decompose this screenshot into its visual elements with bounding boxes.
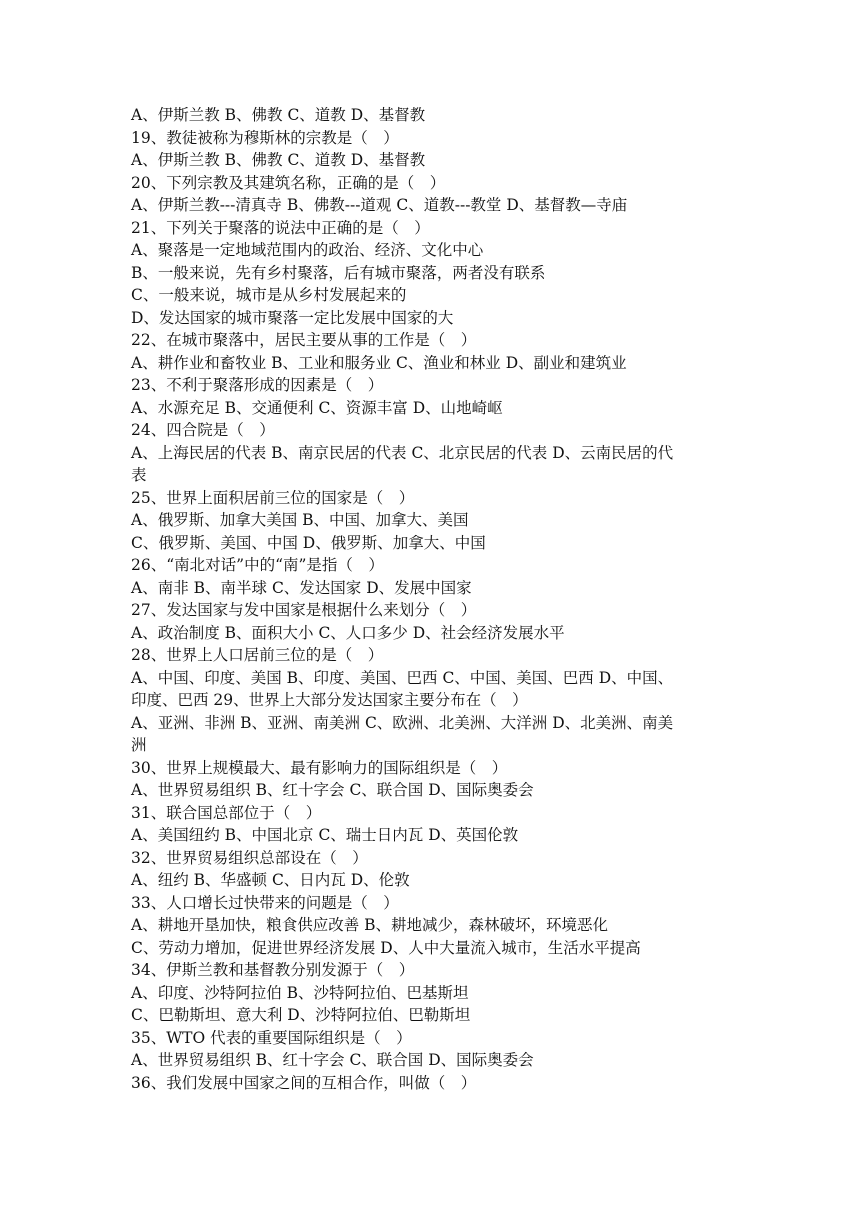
- text-line: A、伊斯兰教 B、佛教 C、道教 D、基督教: [131, 106, 426, 124]
- question-line: 21、下列关于聚落的说法中正确的是（ ）: [131, 218, 430, 237]
- question-line: 28、世界上人口居前三位的是（ ）: [131, 646, 384, 664]
- answer-options-line: A、南非 B、南半球 C、发达国家 D、发展中国家: [131, 578, 472, 597]
- answer-options-line: A、伊斯兰教 B、佛教 C、道教 D、基督教: [131, 151, 426, 169]
- question-text-block: [131, 104, 731, 1094]
- question-line: 26、“南北对话”中的“南”是指（ ）: [131, 556, 384, 574]
- answer-options-line: A、美国纽约 B、中国北京 C、瑞士日内瓦 D、英国伦敦: [131, 826, 519, 844]
- answer-options-line: C、俄罗斯、美国、中国 D、俄罗斯、加拿大、中国: [131, 533, 486, 552]
- answer-options-line: A、亚洲、非洲 B、亚洲、南美洲 C、欧洲、北美洲、大洋洲 D、北美洲、南美: [131, 713, 674, 732]
- answer-options-continuation: 印度、巴西 29、世界上大部分发达国家主要分布在（ ）: [131, 691, 528, 709]
- answer-options-line: A、上海民居的代表 B、南京民居的代表 C、北京民居的代表 D、云南民居的代: [131, 443, 674, 462]
- answer-options-line: A、水源充足 B、交通便利 C、资源丰富 D、山地崎岖: [131, 398, 503, 417]
- question-line: 32、世界贸易组织总部设在（ ）: [131, 848, 368, 867]
- answer-option-line: A、聚落是一定地域范围内的政治、经济、文化中心: [131, 241, 484, 259]
- question-line: 24、四合院是（ ）: [131, 421, 275, 439]
- answer-options-line: A、中国、印度、美国 B、印度、美国、巴西 C、中国、美国、巴西 D、中国、: [131, 668, 674, 687]
- question-line: 31、联合国总部位于（ ）: [131, 803, 322, 822]
- question-line: 19、教徒被称为穆斯林的宗教是（ ）: [131, 128, 399, 147]
- answer-options-line: C、巴勒斯坦、意大利 D、沙特阿拉伯、巴勒斯坦: [131, 1006, 471, 1024]
- question-line: 27、发达国家与发中国家是根据什么来划分（ ）: [131, 601, 477, 619]
- question-line: 34、伊斯兰教和基督教分别发源于（ ）: [131, 961, 415, 979]
- question-line: 36、我们发展中国家之间的互相合作，叫做（ ）: [131, 1073, 477, 1092]
- question-line: 20、下列宗教及其建筑名称，正确的是（ ）: [131, 173, 446, 192]
- answer-options-line: A、政治制度 B、面积大小 C、人口多少 D、社会经济发展水平: [131, 623, 565, 642]
- answer-options-line: A、世界贸易组织 B、红十字会 C、联合国 D、国际奥委会: [131, 781, 534, 799]
- answer-options-line: A、耕地开垦加快，粮食供应改善 B、耕地减少，森林破坏，环境恶化: [131, 916, 609, 934]
- question-line: 35、WTO 代表的重要国际组织是（ ）: [131, 1028, 412, 1047]
- answer-options-continuation: 洲: [131, 736, 147, 754]
- answer-option-line: D、发达国家的城市聚落一定比发展中国家的大: [131, 308, 454, 327]
- question-line: 33、人口增长过快带来的问题是（ ）: [131, 893, 399, 912]
- answer-options-line: A、印度、沙特阿拉伯 B、沙特阿拉伯、巴基斯坦: [131, 983, 469, 1002]
- answer-options-line: A、耕作业和畜牧业 B、工业和服务业 C、渔业和林业 D、副业和建筑业: [131, 353, 627, 372]
- answer-options-line: A、纽约 B、华盛顿 C、日内瓦 D、伦敦: [131, 871, 410, 889]
- answer-options-line: C、劳动力增加，促进世界经济发展 D、人中大量流入城市，生活水平提高: [131, 938, 641, 957]
- question-line: 30、世界上规模最大、最有影响力的国际组织是（ ）: [131, 758, 508, 777]
- answer-options-continuation: 表: [131, 466, 147, 484]
- answer-options-line: A、世界贸易组织 B、红十字会 C、联合国 D、国际奥委会: [131, 1051, 534, 1069]
- answer-option-line: B、一般来说，先有乡村聚落，后有城市聚落，两者没有联系: [131, 263, 546, 282]
- answer-option-line: C、一般来说，城市是从乡村发展起来的: [131, 286, 407, 304]
- question-line: 22、在城市聚落中，居民主要从事的工作是（ ）: [131, 331, 477, 349]
- answer-options-line: A、俄罗斯、加拿大美国 B、中国、加拿大、美国: [131, 511, 469, 529]
- answer-options-line: A、伊斯兰教---清真寺 B、佛教---道观 C、道教---教堂 D、基督教—寺庙: [131, 196, 628, 214]
- question-line: 23、不利于聚落形成的因素是（ ）: [131, 376, 384, 394]
- question-line: 25、世界上面积居前三位的国家是（ ）: [131, 488, 415, 507]
